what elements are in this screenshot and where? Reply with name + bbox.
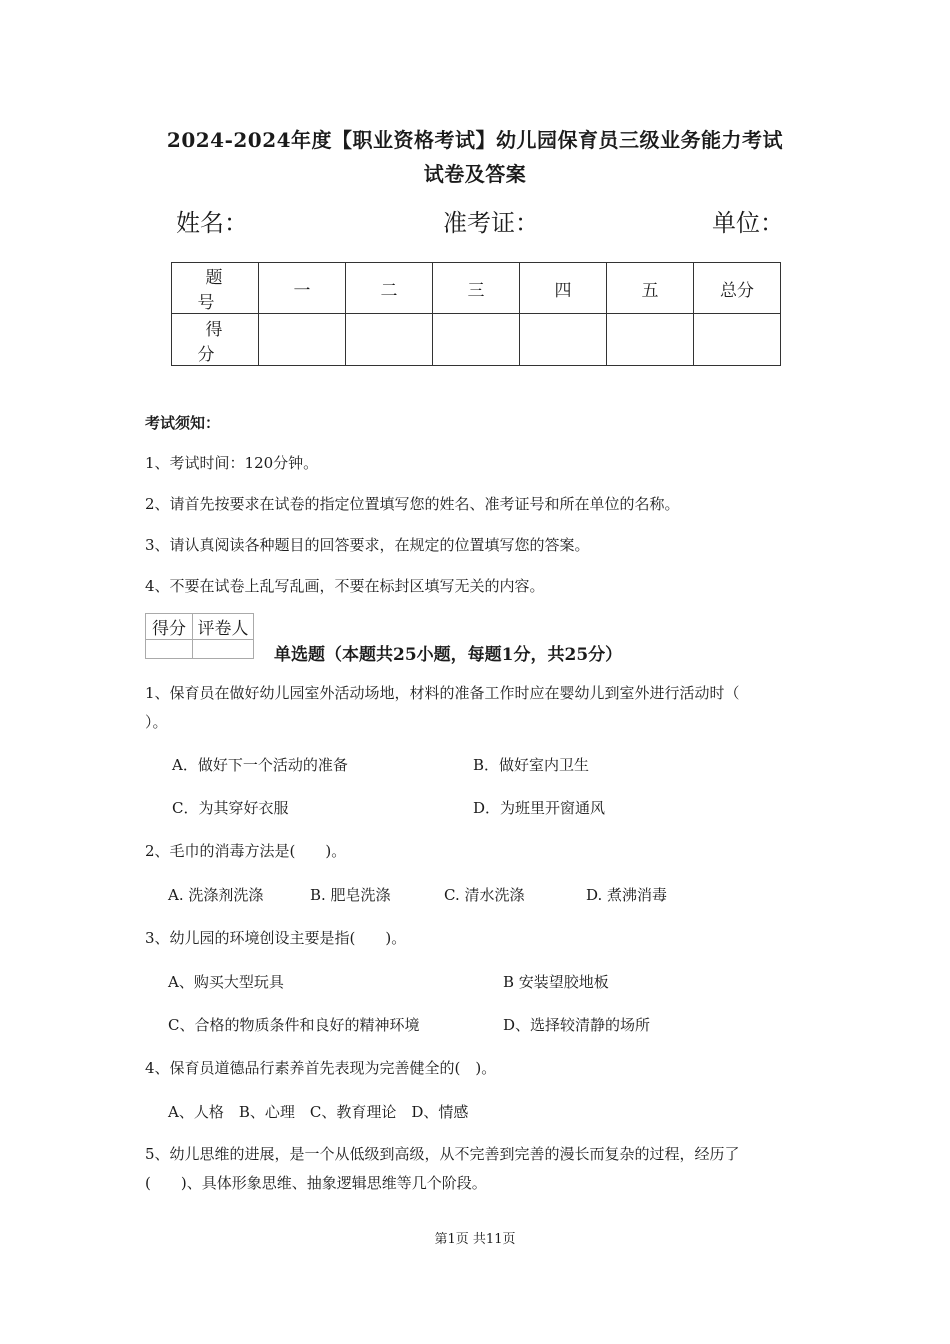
question-2-option-d[interactable]: D. 煮沸消毒	[586, 886, 668, 904]
score-table-score-row	[172, 314, 781, 366]
question-1-option-a[interactable]: A．做好下一个活动的准备	[172, 756, 348, 774]
question-3-option-c[interactable]: C、合格的物质条件和良好的精神环境	[168, 1016, 420, 1034]
grader-name-cell[interactable]	[193, 640, 254, 659]
score-table-col-5: 五	[607, 263, 694, 314]
note-item: 3、请认真阅读各种题目的回答要求，在规定的位置填写您的答案。	[145, 536, 590, 554]
question-3-option-d[interactable]: D、选择较清静的场所	[503, 1016, 651, 1034]
score-cell-total[interactable]	[694, 314, 781, 366]
question-1-option-b[interactable]: B．做好室内卫生	[473, 756, 590, 774]
score-table-header-label: 题 号	[172, 263, 259, 314]
question-5-line2: ( )、具体形象思维、抽象逻辑思维等几个阶段。	[145, 1174, 487, 1192]
question-2-option-b[interactable]: B. 肥皂洗涤	[310, 886, 391, 904]
score-cell[interactable]	[607, 314, 694, 366]
name-label: 姓名：	[176, 209, 248, 237]
score-table-col-4: 四	[520, 263, 607, 314]
score-cell[interactable]	[520, 314, 607, 366]
score-cell[interactable]	[433, 314, 520, 366]
question-1-option-c[interactable]: C．为其穿好衣服	[172, 799, 289, 817]
exam-title-line2: 试卷及答案	[423, 162, 527, 186]
section-title: 单选题（本题共25小题，每题1分，共25分）	[274, 645, 623, 665]
score-table-col-3: 三	[433, 263, 520, 314]
grader-box	[145, 613, 254, 659]
grader-score-label: 得分	[146, 614, 193, 640]
question-4: 4、保育员道德品行素养首先表现为完善健全的( )。	[145, 1059, 497, 1077]
score-table-col-total: 总分	[694, 263, 781, 314]
exam-id-label: 准考证：	[443, 209, 539, 237]
question-2-option-a[interactable]: A. 洗涤剂洗涤	[168, 886, 264, 904]
question-1-line1: 1、保育员在做好幼儿园室外活动场地，材料的准备工作时应在婴幼儿到室外进行活动时（	[145, 684, 740, 702]
question-3: 3、幼儿园的环境创设主要是指( )。	[145, 929, 407, 947]
unit-label: 单位：	[712, 209, 784, 237]
score-cell[interactable]	[346, 314, 433, 366]
score-table-score-label: 得 分	[172, 314, 259, 366]
page-footer: 第1页 共11页	[434, 1232, 516, 1247]
question-3-option-b[interactable]: B 安装望胶地板	[503, 973, 609, 991]
question-1-option-d[interactable]: D．为班里开窗通风	[473, 799, 606, 817]
question-5-line1: 5、幼儿思维的进展，是一个从低级到高级，从不完善到完善的漫长而复杂的过程，经历了	[145, 1145, 740, 1163]
exam-title-line1: 2024-2024年度【职业资格考试】幼儿园保育员三级业务能力考试	[166, 128, 784, 152]
question-3-option-a[interactable]: A、购买大型玩具	[168, 973, 284, 991]
score-table-header-row	[172, 263, 781, 314]
question-1-line2: ）。	[145, 713, 168, 731]
score-table	[171, 262, 781, 366]
score-table-col-2: 二	[346, 263, 433, 314]
notes-title: 考试须知：	[145, 414, 221, 432]
question-4-options[interactable]: A、人格 B、心理 C、教育理论 D、情感	[168, 1103, 469, 1121]
question-2-option-c[interactable]: C. 清水洗涤	[444, 886, 525, 904]
note-item: 2、请首先按要求在试卷的指定位置填写您的姓名、准考证号和所在单位的名称。	[145, 495, 680, 513]
note-item: 1、考试时间：120分钟。	[145, 454, 319, 472]
grader-name-label: 评卷人	[193, 614, 254, 640]
question-2: 2、毛巾的消毒方法是( )。	[145, 842, 347, 860]
note-item: 4、不要在试卷上乱写乱画，不要在标封区填写无关的内容。	[145, 577, 545, 595]
score-table-col-1: 一	[259, 263, 346, 314]
grader-score-cell[interactable]	[146, 640, 193, 659]
